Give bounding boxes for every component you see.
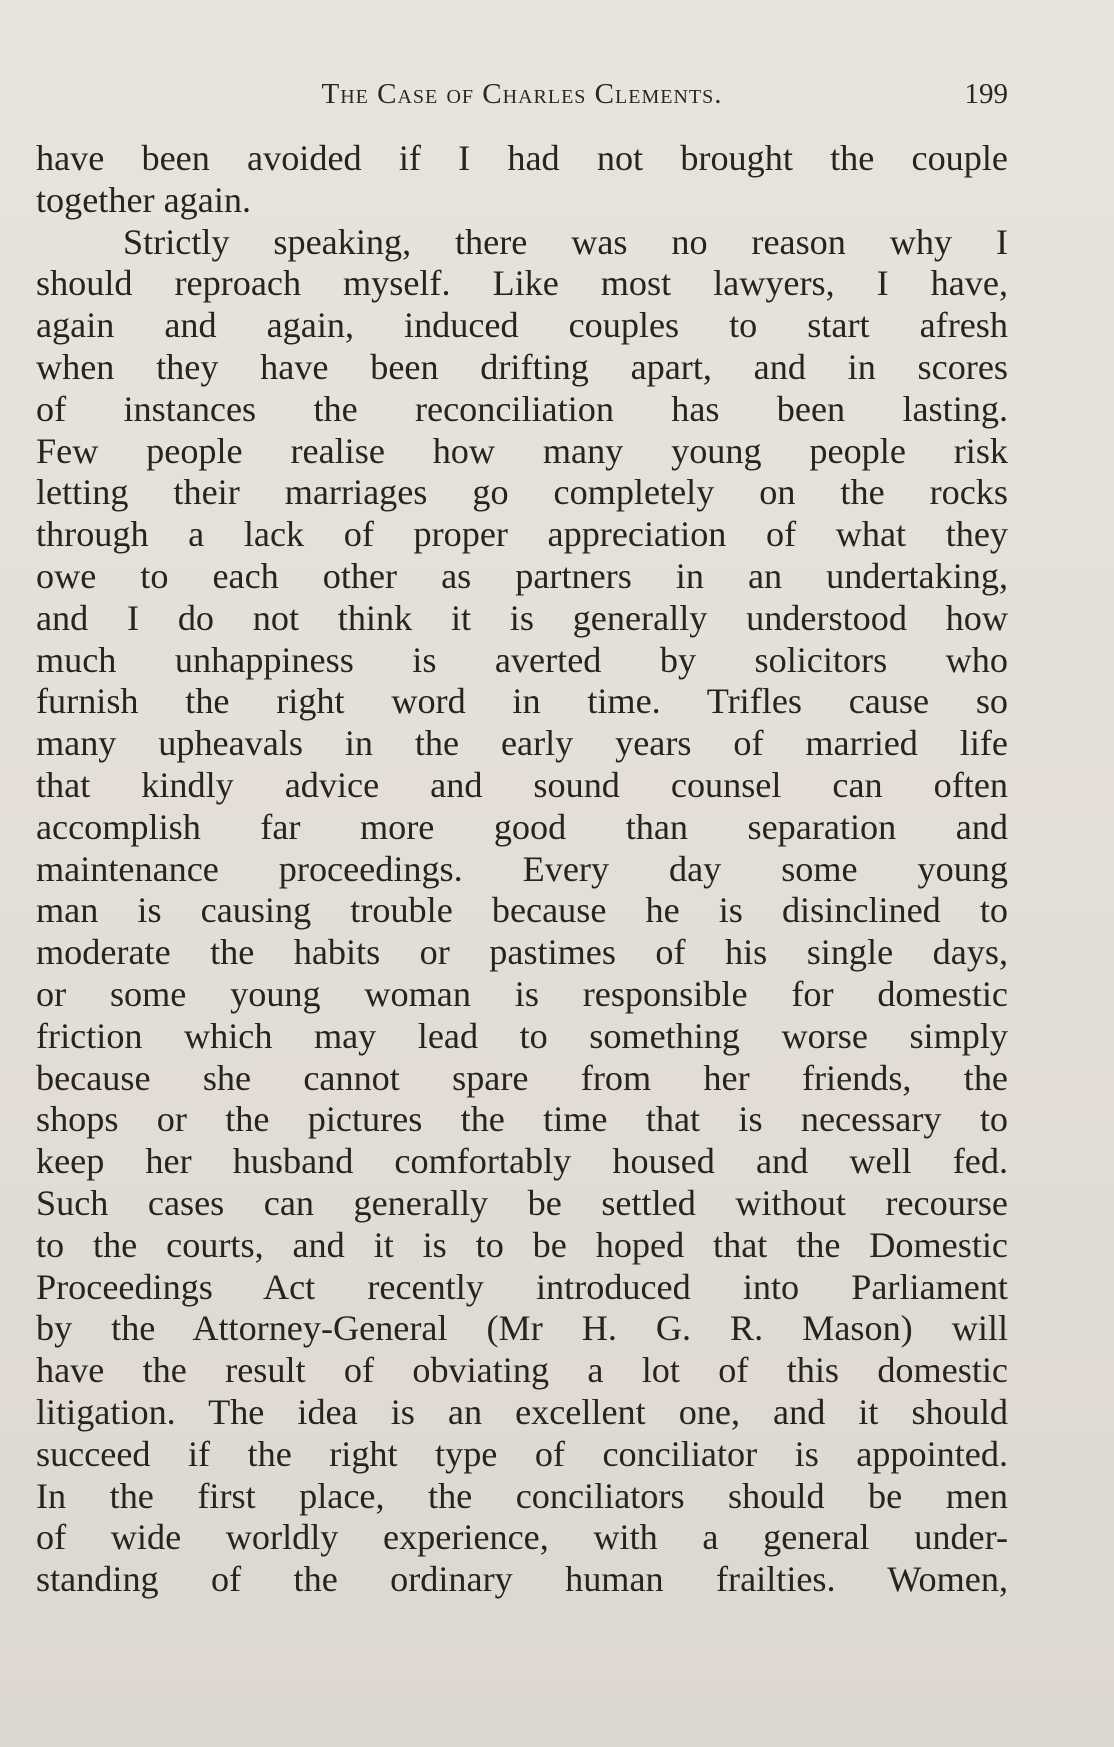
running-title: The Case of Charles Clements. — [321, 78, 723, 110]
text-line: when they have been drifting apart, and in scores — [36, 346, 1008, 387]
page-header — [36, 78, 1008, 118]
text-line: Few people realise how many young people risk — [36, 430, 1008, 471]
text-line: by the Attorney-General (Mr H. G. R. Mason) will — [36, 1308, 1008, 1349]
text-line: many upheavals in the early years of married life — [36, 723, 1008, 764]
page-number: 199 — [964, 78, 1008, 110]
text-line: again and again, induced couples to start afresh — [36, 305, 1008, 346]
text-line: owe to each other as partners in an undertaking, — [36, 555, 1008, 596]
text-line: maintenance proceedings. Every day some young — [36, 848, 1008, 889]
text-line: friction which may lead to something worse simply — [36, 1015, 1008, 1056]
text-line: and I do not think it is generally understood how — [36, 597, 1008, 638]
text-line: shops or the pictures the time that is necessary to — [36, 1099, 1008, 1140]
text-line: moderate the habits or pastimes of his single days, — [36, 932, 1008, 973]
text-line: succeed if the right type of conciliator is appointed. — [36, 1433, 1008, 1474]
text-line: much unhappiness is averted by solicitors who — [36, 639, 1008, 680]
text-line: of instances the reconciliation has been lasting. — [36, 388, 1008, 429]
text-line: keep her husband comfortably housed and well fed. — [36, 1141, 1008, 1182]
text-line: Strictly speaking, there was no reason why I — [123, 221, 1008, 262]
text-line: that kindly advice and sound counsel can often — [36, 764, 1008, 805]
text-line: standing of the ordinary human frailties. Women, — [36, 1559, 1008, 1600]
text-line: to the courts, and it is to be hoped that the Domestic — [36, 1224, 1008, 1265]
text-line: together again. — [36, 179, 252, 220]
text-line: or some young woman is responsible for domestic — [36, 973, 1008, 1014]
text-line: letting their marriages go completely on the rocks — [36, 472, 1008, 513]
text-line: Such cases can generally be settled without recourse — [36, 1182, 1008, 1223]
text-line: through a lack of proper appreciation of what they — [36, 514, 1008, 555]
body-text — [36, 138, 1008, 1601]
text-line: of wide worldly experience, with a general under- — [36, 1517, 1008, 1558]
text-line: accomplish far more good than separation and — [36, 806, 1008, 847]
text-line: furnish the right word in time. Trifles cause so — [36, 681, 1008, 722]
text-line: should reproach myself. Like most lawyers, I have, — [36, 263, 1008, 304]
text-line: litigation. The idea is an excellent one, and it should — [36, 1391, 1008, 1432]
text-line: have been avoided if I had not brought the couple — [36, 138, 1008, 178]
text-line: Proceedings Act recently introduced into Parliament — [36, 1266, 1008, 1307]
text-line: In the first place, the conciliators should be men — [36, 1475, 1008, 1516]
text-line: have the result of obviating a lot of this domestic — [36, 1350, 1008, 1391]
text-line: because she cannot spare from her friends, the — [36, 1057, 1008, 1098]
text-line: man is causing trouble because he is disinclined to — [36, 890, 1008, 931]
